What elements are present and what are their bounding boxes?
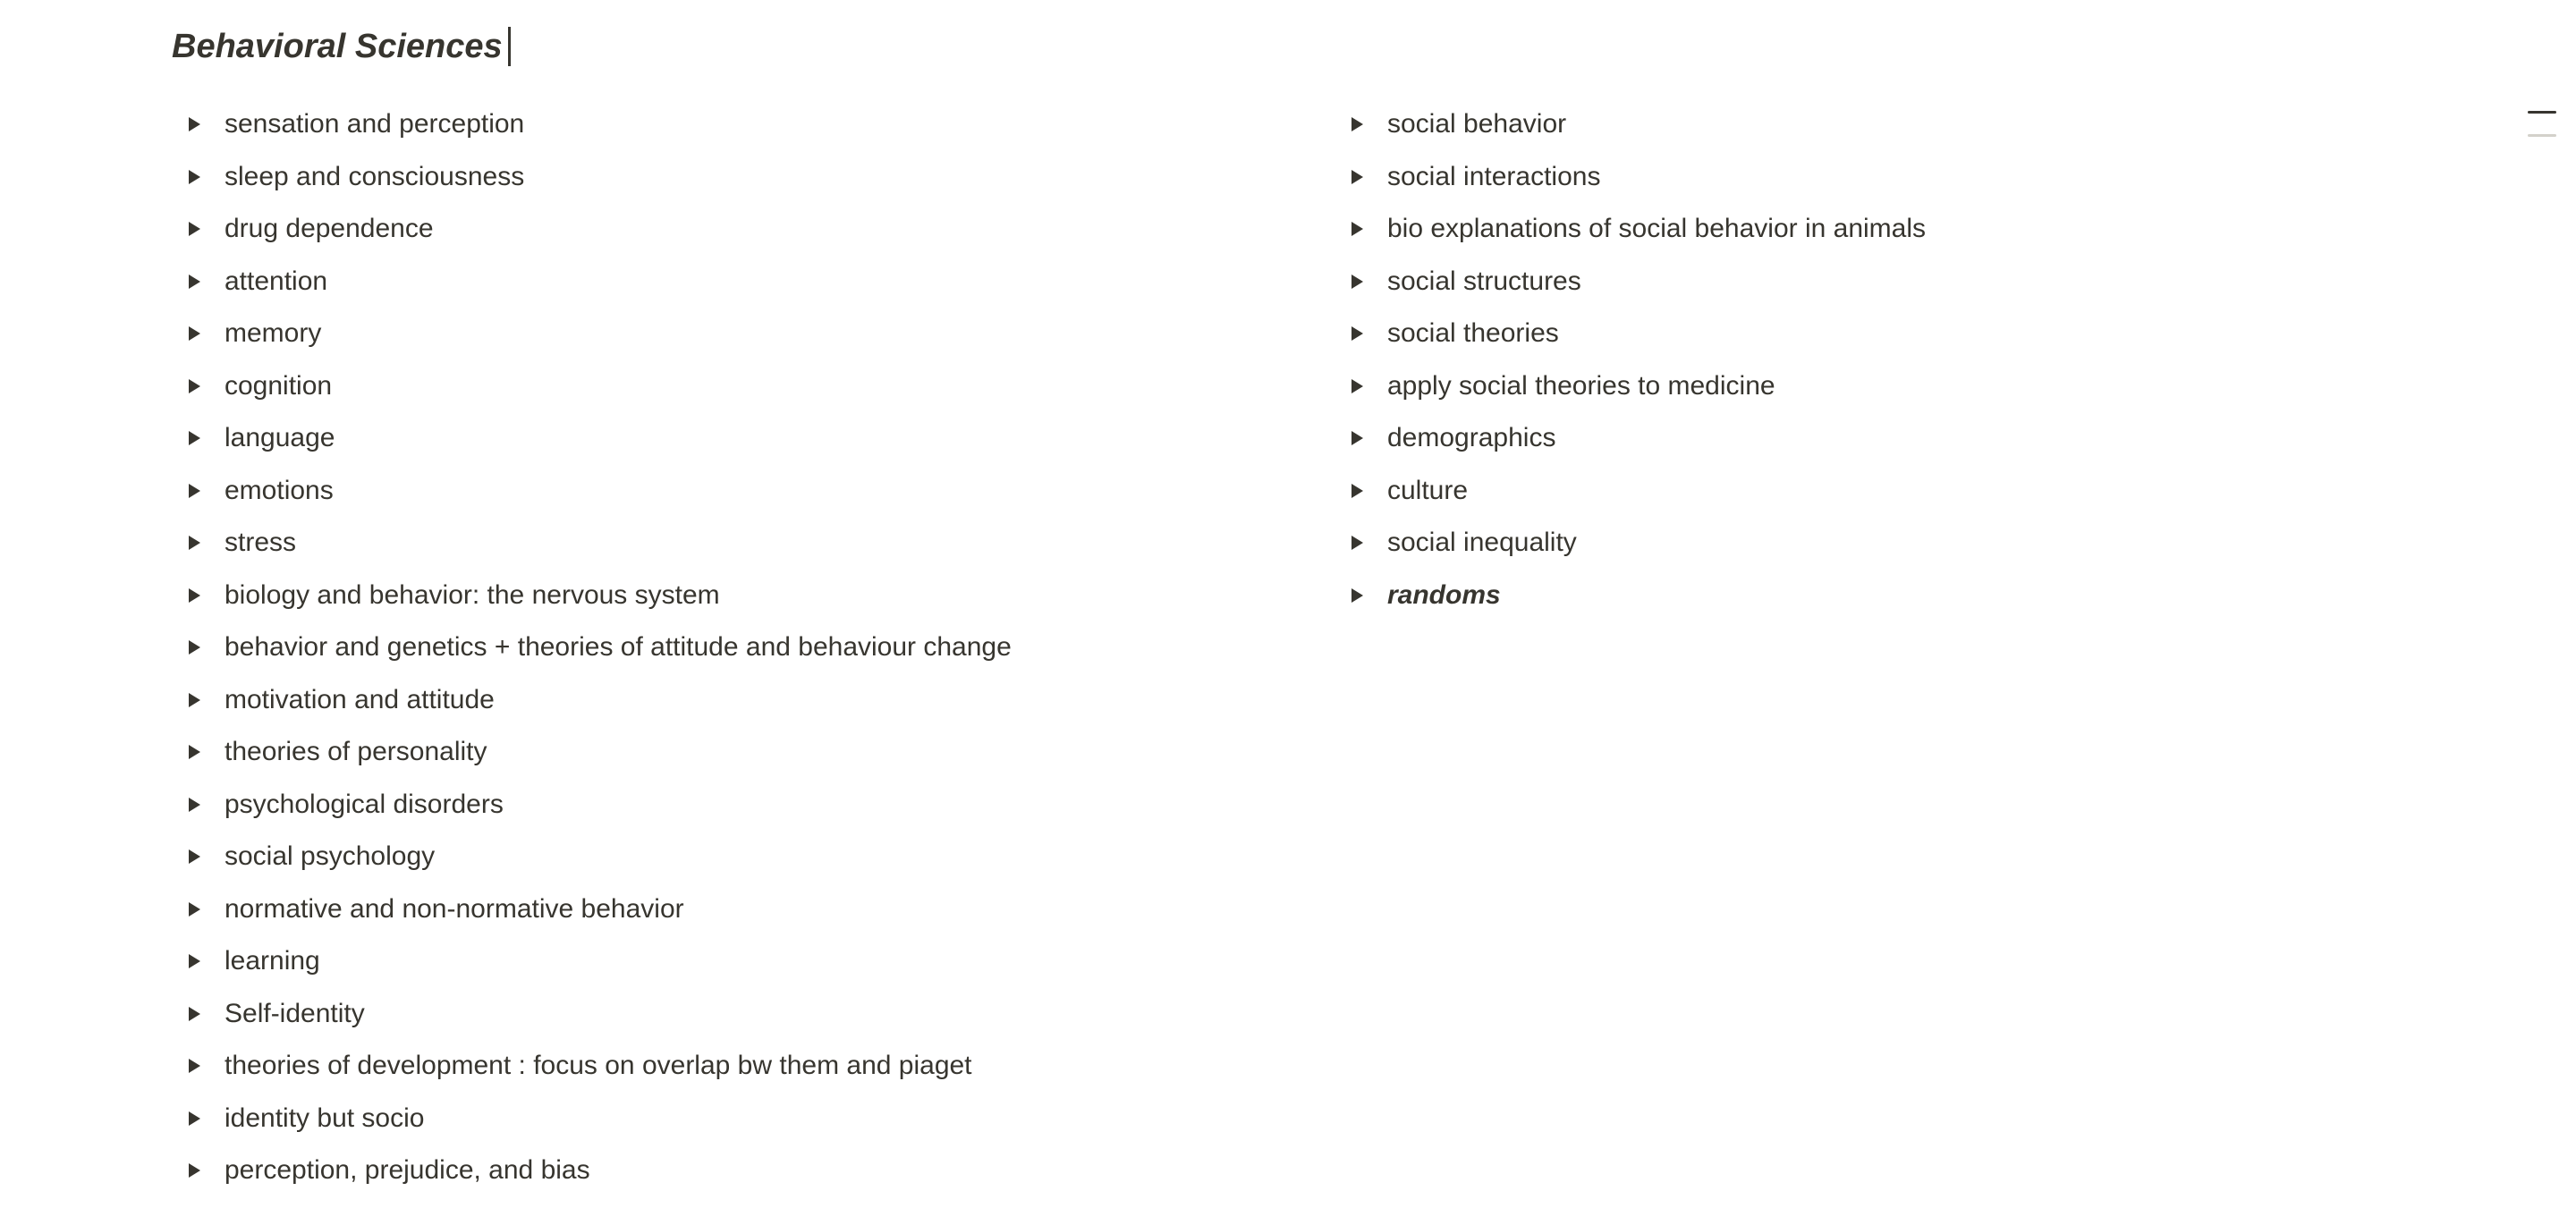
toggle-label[interactable]: social interactions [1387,161,1601,191]
toggle-label[interactable]: psychological disorders [225,789,504,819]
toggle-label[interactable]: social psychology [225,841,436,872]
toggle-item[interactable] [179,308,1297,360]
toggle-arrow-icon[interactable] [179,365,222,408]
toggle-item[interactable] [179,151,1297,204]
toggle-item[interactable] [179,883,1297,936]
toggle-item[interactable] [1342,465,2460,518]
toggle-item[interactable] [1342,256,2460,308]
toggle-label[interactable]: biology and behavior: the nervous system [225,579,720,610]
toggle-label[interactable]: theories of personality [225,737,487,767]
toggle-arrow-icon[interactable] [179,207,222,250]
toggle-arrow-icon[interactable] [179,888,222,931]
toggle-item[interactable] [1342,570,2460,622]
toggle-item[interactable] [179,570,1297,622]
toggle-arrow-icon[interactable] [1342,469,1385,512]
toggle-arrow-icon[interactable] [179,1097,222,1140]
toggle-label[interactable]: learning [225,946,320,976]
toggle-item[interactable] [179,98,1297,151]
toggle-arrow-icon[interactable] [179,993,222,1035]
toggle-label[interactable]: social inequality [1387,528,1577,558]
toggle-arrow-icon[interactable] [179,1149,222,1192]
toggle-item[interactable] [1342,98,2460,151]
toggle-item[interactable] [179,674,1297,727]
toggle-arrow-icon[interactable] [179,312,222,355]
toggle-arrow-icon[interactable] [1342,365,1385,408]
toggle-arrow-icon[interactable] [179,835,222,878]
toggle-item[interactable] [179,621,1297,674]
toggle-item[interactable] [1342,203,2460,256]
toggle-arrow-icon[interactable] [179,574,222,617]
toggle-arrow-icon[interactable] [1342,521,1385,564]
toggle-label[interactable]: demographics [1387,423,1556,453]
toggle-arrow-icon[interactable] [1342,103,1385,146]
toggle-arrow-icon[interactable] [1342,156,1385,199]
toggle-arrow-icon[interactable] [1342,207,1385,250]
toggle-label[interactable]: attention [225,266,328,296]
toggle-label[interactable]: cognition [225,370,333,401]
toggle-item[interactable] [179,726,1297,779]
right-toggle-list [1342,98,2460,621]
toggle-arrow-icon[interactable] [179,156,222,199]
left-toggle-list [179,98,1297,1197]
toggle-label[interactable]: stress [225,528,297,558]
toggle-label[interactable]: behavior and genetics + theories of attitude and behaviour change [225,632,1012,663]
toggle-label[interactable]: social behavior [1387,109,1567,139]
page-title-text[interactable]: Behavioral Sciences [172,27,503,65]
toggle-item[interactable] [179,779,1297,832]
toggle-label[interactable]: drug dependence [225,214,434,244]
toggle-label[interactable]: social structures [1387,266,1581,296]
toggle-arrow-icon[interactable] [179,417,222,460]
toggle-item[interactable] [179,517,1297,570]
toggle-label[interactable]: sensation and perception [225,109,525,139]
toggle-item[interactable] [179,412,1297,465]
toggle-label[interactable]: social theories [1387,318,1559,349]
toggle-label[interactable]: normative and non-normative behavior [225,893,684,924]
toggle-arrow-icon[interactable] [1342,312,1385,355]
toggle-label[interactable]: memory [225,318,322,349]
toggle-arrow-icon[interactable] [179,626,222,669]
outline-line-inactive [2528,134,2556,137]
toggle-item[interactable] [179,465,1297,518]
toggle-label[interactable]: bio explanations of social behavior in animals [1387,214,1927,244]
toggle-item[interactable] [1342,412,2460,465]
toggle-label[interactable]: apply social theories to medicine [1387,370,1775,401]
toggle-item[interactable] [1342,308,2460,360]
toggle-arrow-icon[interactable] [179,469,222,512]
toggle-label[interactable]: randoms [1387,579,1501,610]
toggle-label[interactable]: emotions [225,475,334,505]
toggle-item[interactable] [179,831,1297,883]
toggle-arrow-icon[interactable] [179,1044,222,1087]
toggle-item[interactable] [179,1145,1297,1197]
toggle-arrow-icon[interactable] [179,731,222,773]
toggle-label[interactable]: identity but socio [225,1102,425,1133]
toggle-item[interactable] [1342,360,2460,413]
outline-icon[interactable] [2528,107,2556,143]
toggle-arrow-icon[interactable] [179,521,222,564]
toggle-label[interactable]: Self-identity [225,998,365,1028]
toggle-arrow-icon[interactable] [179,679,222,722]
toggle-label[interactable]: theories of development : focus on overlap bw them and piaget [225,1051,972,1081]
toggle-item[interactable] [179,935,1297,988]
toggle-label[interactable]: language [225,423,335,453]
outline-line-active [2528,111,2556,114]
text-cursor [508,27,511,66]
toggle-item[interactable] [179,988,1297,1041]
toggle-arrow-icon[interactable] [1342,574,1385,617]
toggle-arrow-icon[interactable] [1342,417,1385,460]
toggle-label[interactable]: perception, prejudice, and bias [225,1155,590,1186]
toggle-item[interactable] [1342,151,2460,204]
toggle-arrow-icon[interactable] [179,940,222,983]
toggle-item[interactable] [1342,517,2460,570]
toggle-arrow-icon[interactable] [1342,260,1385,303]
page-title[interactable] [172,25,511,68]
toggle-arrow-icon[interactable] [179,103,222,146]
toggle-arrow-icon[interactable] [179,260,222,303]
toggle-item[interactable] [179,1040,1297,1093]
toggle-item[interactable] [179,360,1297,413]
toggle-label[interactable]: sleep and consciousness [225,161,525,191]
toggle-label[interactable]: motivation and attitude [225,684,495,714]
toggle-item[interactable] [179,1093,1297,1145]
toggle-item[interactable] [179,203,1297,256]
toggle-item[interactable] [179,256,1297,308]
toggle-label[interactable]: culture [1387,475,1469,505]
toggle-arrow-icon[interactable] [179,783,222,826]
